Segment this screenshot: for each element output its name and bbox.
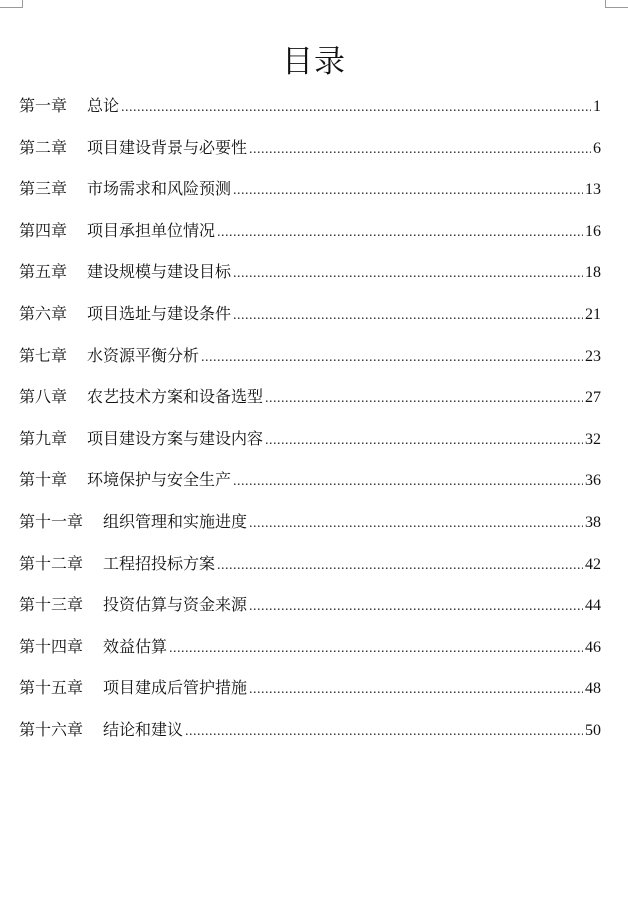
toc-chapter-title: 项目选址与建设条件: [87, 303, 232, 323]
toc-dot-leader: [217, 212, 583, 254]
toc-entry[interactable]: [19, 543, 601, 585]
toc-chapter-title: 农艺技术方案和设备选型: [87, 387, 264, 407]
toc-chapter-label: 第十章: [19, 470, 68, 490]
toc-chapter-label: 第十二章: [19, 553, 84, 573]
toc-chapter-label: 第一章: [19, 96, 68, 115]
toc-dot-leader: [121, 87, 591, 129]
toc-chapter-label: 第九章: [19, 428, 68, 448]
toc-chapter-title: 建设规模与建设目标: [87, 262, 232, 282]
toc-dot-leader: [233, 295, 583, 337]
toc-chapter-label: 第六章: [19, 303, 68, 323]
toc-entry[interactable]: [19, 418, 601, 460]
toc-chapter-title: 项目建设方案与建设内容: [87, 428, 264, 448]
toc-page-number: 18: [585, 264, 601, 282]
toc-page-number: 44: [585, 597, 601, 615]
toc-page-number: 27: [585, 389, 601, 407]
toc-page-number: 46: [585, 638, 601, 656]
toc-chapter-title: 水资源平衡分析: [87, 345, 200, 365]
toc-entry[interactable]: [19, 251, 601, 293]
toc-entry[interactable]: [19, 459, 601, 501]
toc-chapter-label: 第十四章: [19, 636, 84, 656]
toc-page-number: 50: [585, 721, 601, 739]
toc-chapter-label: 第七章: [19, 345, 68, 365]
toc-dot-leader: [249, 129, 591, 171]
toc-dot-leader: [217, 545, 583, 587]
toc-chapter-label: 第十五章: [19, 678, 84, 698]
toc-chapter-title: 工程招投标方案: [103, 553, 216, 573]
toc-chapter-title: 环境保护与安全生产: [87, 470, 232, 490]
toc-chapter-label: 第五章: [19, 262, 68, 282]
toc-page-number: 32: [585, 430, 601, 448]
toc-page-number: 38: [585, 513, 601, 531]
toc-chapter-title: 结论和建议: [103, 719, 184, 739]
toc-dot-leader: [249, 586, 583, 628]
page-title: 目录: [282, 44, 346, 80]
toc-entry[interactable]: [19, 667, 601, 709]
toc-page-number: 42: [585, 555, 601, 573]
toc-chapter-title: 效益估算: [103, 636, 168, 656]
toc-dot-leader: [249, 669, 583, 711]
toc-page-number: 6: [593, 139, 601, 157]
toc-entry[interactable]: [19, 709, 601, 751]
toc-page-number: 13: [585, 181, 601, 199]
toc-dot-leader: [169, 628, 583, 670]
crop-mark-right: [605, 0, 628, 8]
toc-chapter-label: 第十三章: [19, 595, 84, 615]
toc-chapter-title: 组织管理和实施进度: [103, 511, 248, 531]
toc-chapter-title: 项目承担单位情况: [87, 220, 216, 240]
toc-chapter-title: 总论: [87, 96, 120, 115]
toc-entry[interactable]: [19, 168, 601, 210]
toc-chapter-label: 第三章: [19, 179, 68, 199]
toc-entry[interactable]: [19, 501, 601, 543]
toc-chapter-title: 项目建设背景与必要性: [87, 137, 248, 157]
toc-entry[interactable]: [19, 376, 601, 418]
toc-chapter-label: 第二章: [19, 137, 68, 157]
toc-dot-leader: [201, 337, 583, 379]
toc-page-number: 23: [585, 347, 601, 365]
toc-page-number: 21: [585, 305, 601, 323]
toc-dot-leader: [233, 170, 583, 212]
toc-chapter-label: 第十六章: [19, 719, 84, 739]
crop-mark-left: [0, 0, 23, 8]
toc-chapter-label: 第八章: [19, 387, 68, 407]
toc-entry[interactable]: [19, 127, 601, 169]
toc-dot-leader: [265, 420, 583, 462]
toc-dot-leader: [249, 503, 583, 545]
toc-page-number: 48: [585, 680, 601, 698]
table-of-contents: [19, 85, 601, 751]
toc-dot-leader: [185, 711, 583, 753]
toc-entry[interactable]: [19, 584, 601, 626]
toc-entry[interactable]: [19, 293, 601, 335]
toc-entry[interactable]: [19, 210, 601, 252]
toc-chapter-label: 第四章: [19, 220, 68, 240]
toc-dot-leader: [265, 378, 583, 420]
toc-page-number: 16: [585, 222, 601, 240]
toc-dot-leader: [233, 461, 583, 503]
toc-entry[interactable]: [19, 335, 601, 377]
toc-chapter-title: 市场需求和风险预测: [87, 179, 232, 199]
toc-chapter-label: 第十一章: [19, 511, 84, 531]
toc-entry[interactable]: [19, 85, 601, 127]
toc-page-number: 36: [585, 472, 601, 490]
toc-page-number: 1: [593, 98, 601, 115]
toc-entry[interactable]: [19, 626, 601, 668]
toc-dot-leader: [233, 253, 583, 295]
toc-chapter-title: 投资估算与资金来源: [103, 595, 248, 615]
toc-chapter-title: 项目建成后管护措施: [103, 678, 248, 698]
